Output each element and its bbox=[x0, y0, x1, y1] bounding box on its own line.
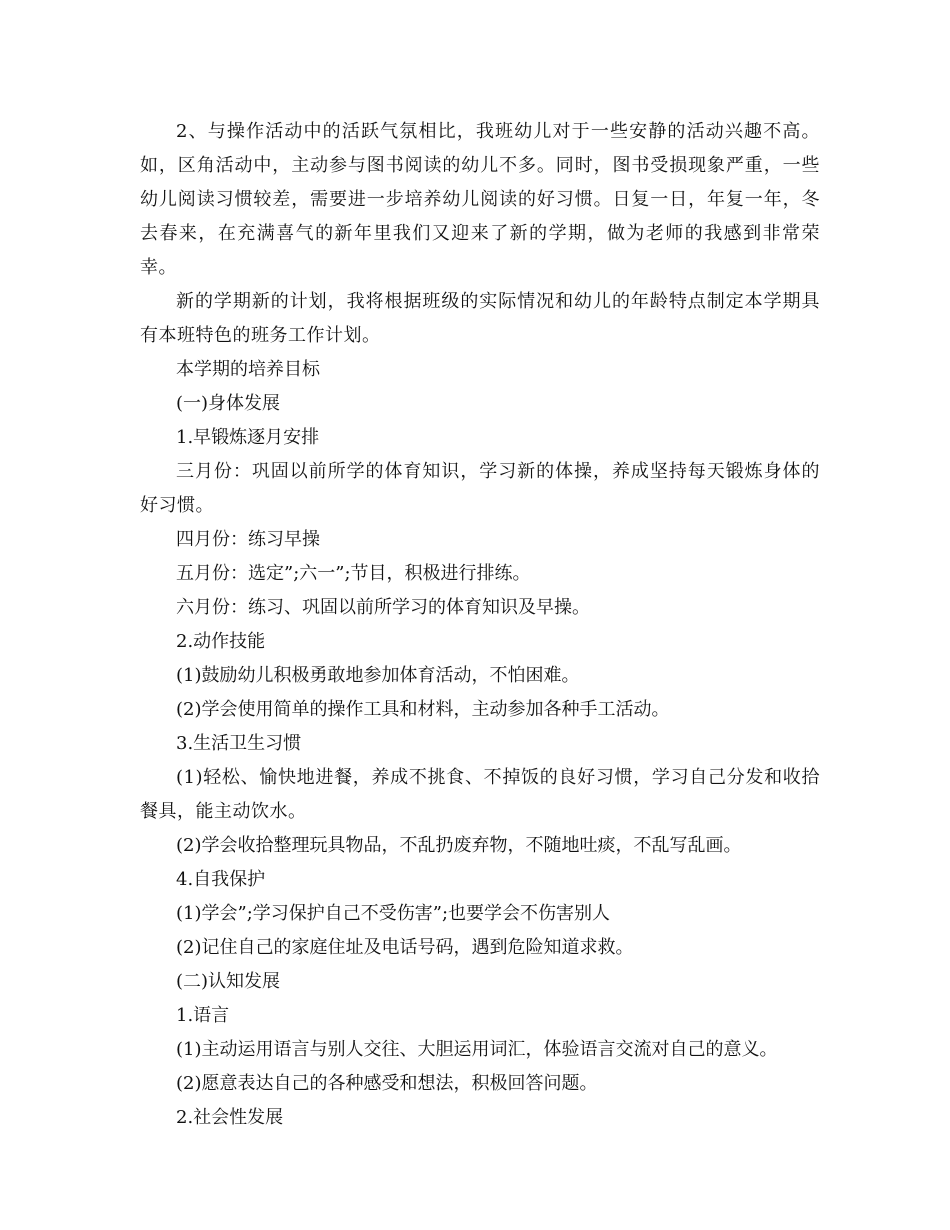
paragraph-june: 六月份：练习、巩固以前所学习的体育知识及早操。 bbox=[176, 597, 590, 618]
list-item-motor-1: (1)鼓励幼儿积极勇敢地参加体育活动，不怕困难。 bbox=[176, 665, 580, 686]
paragraph-april: 四月份：练习早操 bbox=[176, 529, 320, 550]
subheading-language: 1.语言 bbox=[176, 1005, 230, 1026]
document-body bbox=[140, 115, 820, 1135]
paragraph-march: 三月份：巩固以前所学的体育知识，学习新的体操，养成坚持每天锻炼身体的好习惯。 bbox=[140, 461, 820, 516]
list-item-language-1: (1)主动运用语言与别人交往、大胆运用词汇，体验语言交流对自己的意义。 bbox=[176, 1039, 778, 1060]
section-heading-goals: 本学期的培养目标 bbox=[176, 359, 320, 380]
list-item-protection-1: (1)学会”;学习保护自己不受伤害”;也要学会不伤害别人 bbox=[176, 903, 611, 924]
subheading-motor-skills: 2.动作技能 bbox=[176, 631, 266, 652]
subheading-social: 2.社会性发展 bbox=[176, 1107, 284, 1128]
subheading-morning-exercise: 1.早锻炼逐月安排 bbox=[176, 427, 320, 448]
list-item-hygiene-2: (2)学会收拾整理玩具物品，不乱扔废弃物，不随地吐痰，不乱写乱画。 bbox=[176, 835, 742, 856]
subheading-self-protection: 4.自我保护 bbox=[176, 869, 266, 890]
paragraph-intro: 2、与操作活动中的活跃气氛相比，我班幼儿对于一些安静的活动兴趣不高。如，区角活动中，主动参与图书阅读的幼儿不多。同时，图书受损现象严重，一些幼儿阅读习惯较差，需要进一步培养幼儿阅读的好习惯。日复一日，年复一年，冬去春来，在充满喜气的新年里我们又迎来了新的学期，做为老师的我感到非常荣幸。 bbox=[140, 121, 820, 278]
section-heading-physical: (一)身体发展 bbox=[176, 393, 281, 414]
section-heading-cognitive: (二)认知发展 bbox=[176, 971, 281, 992]
paragraph-plan: 新的学期新的计划，我将根据班级的实际情况和幼儿的年龄特点制定本学期具有本班特色的班务工作计划。 bbox=[140, 291, 820, 346]
list-item-protection-2: (2)记住自己的家庭住址及电话号码，遇到危险知道求救。 bbox=[176, 937, 634, 958]
subheading-hygiene: 3.生活卫生习惯 bbox=[176, 733, 302, 754]
list-item-language-2: (2)愿意表达自己的各种感受和想法，积极回答问题。 bbox=[176, 1073, 598, 1094]
list-item-hygiene-1: (1)轻松、愉快地进餐，养成不挑食、不掉饭的良好习惯，学习自己分发和收拾餐具，能主动饮水。 bbox=[140, 767, 820, 822]
paragraph-may: 五月份：选定”;六一”;节目，积极进行排练。 bbox=[176, 563, 531, 584]
list-item-motor-2: (2)学会使用简单的操作工具和材料，主动参加各种手工活动。 bbox=[176, 699, 670, 720]
